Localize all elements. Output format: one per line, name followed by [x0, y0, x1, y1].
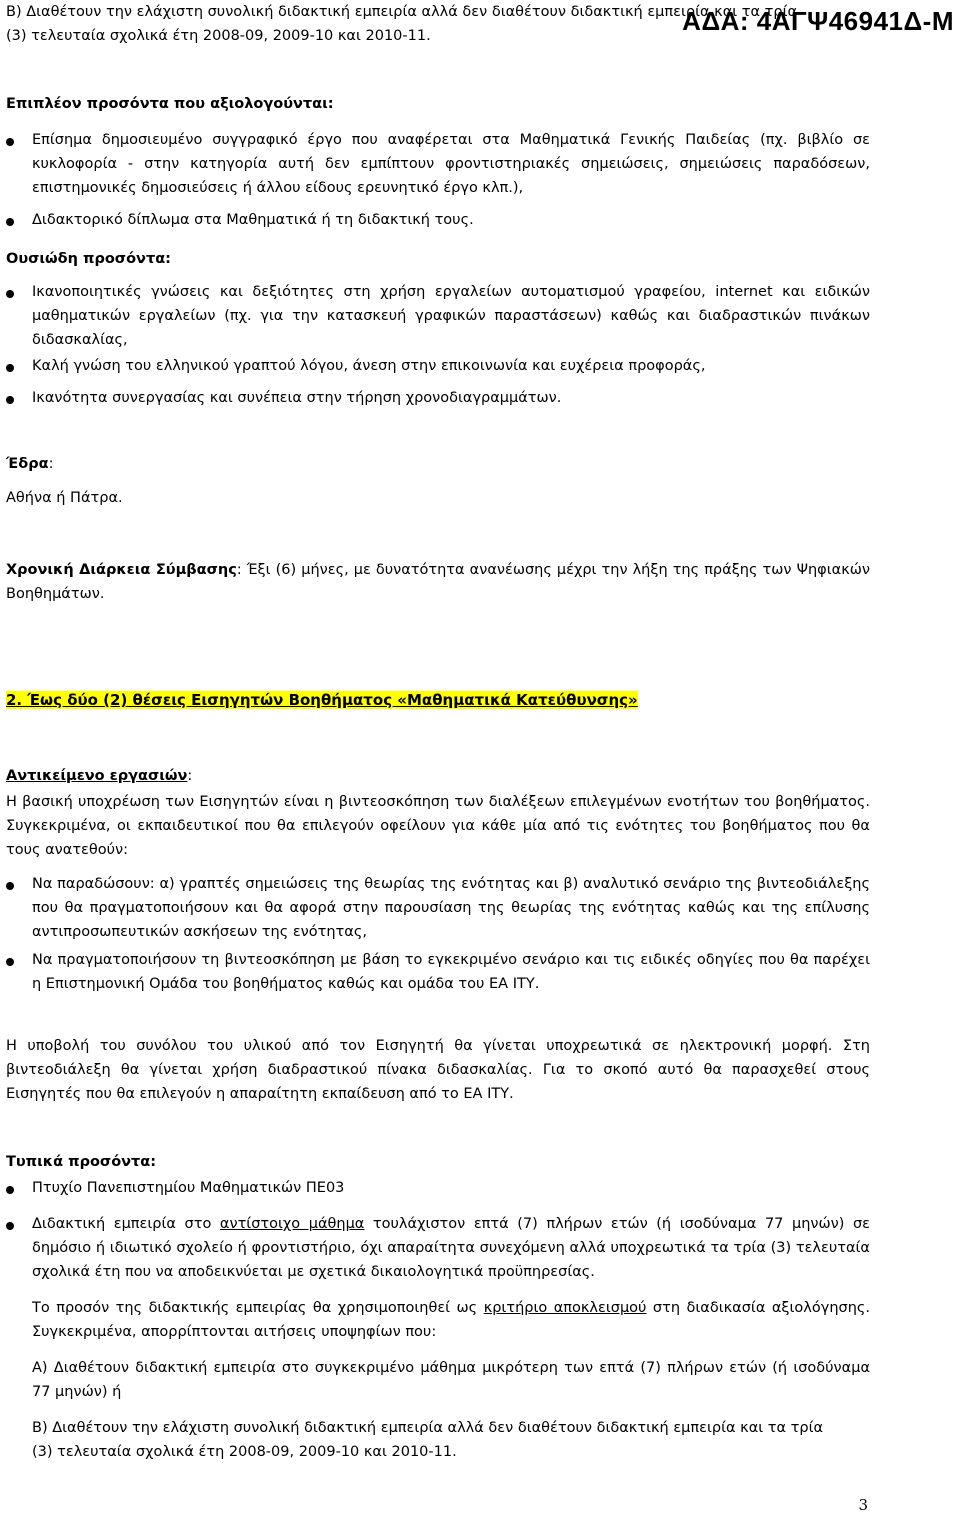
essential-heading: Ουσιώδη προσόντα:	[6, 251, 171, 267]
bullet-icon	[6, 958, 14, 966]
bullet-icon	[6, 396, 14, 404]
page-number: 3	[858, 1496, 868, 1514]
essential-item-2: Καλή γνώση του ελληνικού γραπτού λόγου, άνεση στην επικοινωνία και ευχέρεια προφοράς,	[32, 358, 706, 374]
formal-heading: Τυπικά προσόντα:	[6, 1154, 157, 1170]
duration-label: Χρονική Διάρκεια Σύμβασης	[6, 562, 237, 578]
additional-item-2: Διδακτορικό δίπλωμα στα Μαθηματικά ή τη διδακτική τους.	[32, 212, 474, 228]
subject-item-1: Να παραδώσουν: α) γραπτές σημειώσεις της θεωρίας της ενότητας και β) αναλυτικό σενάριο της βιντεοδιάλεξης που θα πραγματοποιήσουν και θα αφορά στην παρουσίαση της θεωρίας της ενότητας καθώς και της επίλυσης αντιπροσωπευτικών ασκήσεων της ενότητας,	[32, 876, 870, 940]
subject-colon: :	[187, 768, 193, 784]
seat-label: Έδρα	[6, 456, 49, 472]
subject-label: Αντικείμενο εργασιών	[6, 768, 188, 784]
top-line-1: Β) Διαθέτουν την ελάχιστη συνολική διδακτική εμπειρία αλλά δεν διαθέτουν διδακτική εμπειρία και τα τρία	[6, 4, 798, 20]
bullet-icon	[6, 138, 14, 146]
subject-heading	[6, 764, 870, 788]
subject-item-2: Να πραγματοποιήσουν τη βιντεοσκόπηση με βάση το εγκεκριμένο σενάριο και τις ειδικές οδηγίες που θα παρέχει η Επιστημονική Ομάδα του βοηθήματος καθώς και ομάδα του ΕΑ ΙΤΥ.	[32, 952, 870, 992]
bullet-icon	[6, 290, 14, 298]
formal-item-2-part-b: τουλάχιστον επτά (7) πλήρων ετών (ή ισοδύναμα 77 μηνών) σε δημόσιο ή ιδιωτικό σχολείο ή φροντιστήριο, όχι απαραίτητα συνεχόμενη αλλά υποχρεωτικά τα τρία (3) τελευταία σχολικά έτη που να αποδεικνύεται με σχετικά δικαιολογητικά προϋπηρεσίας.	[32, 1216, 870, 1280]
formal-item-2-part-a: Διδακτική εμπειρία στο	[32, 1216, 220, 1232]
ada-code: ΑΔΑ: 4ΑΓΨ46941Δ-Μ	[682, 6, 954, 36]
reject-b-line-2: (3) τελευταία σχολικά έτη 2008-09, 2009-10 και 2010-11.	[32, 1444, 457, 1460]
criterion-part-a: Το προσόν της διδακτικής εμπειρίας θα χρησιμοποιηθεί ως	[32, 1300, 484, 1316]
essential-item-3: Ικανότητα συνεργασίας και συνέπεια στην τήρηση χρονοδιαγραμμάτων.	[32, 390, 562, 406]
additional-item-1: Επίσημα δημοσιευμένο συγγραφικό έργο που αναφέρεται στα Μαθηματικά Γενικής Παιδείας (πχ. βιβλίο σε κυκλοφορία - στην κατηγορία αυτή δεν εμπίπτουν φροντιστηριακές σημειώσεις, σημειώσεις παραδόσεων, επιστημονικές δημοσιεύσεις ή άλλου είδους ερευνητικό έργο κλπ.),	[32, 132, 870, 196]
seat-line	[6, 452, 870, 476]
subject-text: Η βασική υποχρέωση των Εισηγητών είναι η βιντεοσκόπηση των διαλέξεων επιλεγμένων ενοτήτων του βοηθήματος. Συγκεκριμένα, οι εκπαιδευτικοί που θα επιλεγούν οφείλουν για κάθε μία από τις ενότητες του βοηθήματος που θα τους ανατεθούν:	[6, 794, 870, 858]
formal-item-2-underlined: αντίστοιχο μάθημα	[219, 1216, 365, 1232]
seat-colon: :	[48, 456, 54, 472]
formal-item-1: Πτυχίο Πανεπιστημίου Μαθηματικών ΠΕ03	[32, 1180, 345, 1196]
bullet-icon	[6, 882, 14, 890]
section-2-title	[6, 688, 870, 713]
reject-b-line-1: Β) Διαθέτουν την ελάχιστη συνολική διδακτική εμπειρία αλλά δεν διαθέτουν διδακτική εμπειρία και τα τρία	[32, 1420, 824, 1436]
duration-paragraph	[6, 558, 870, 606]
criterion-paragraph	[32, 1296, 870, 1344]
bullet-icon	[6, 1186, 14, 1194]
bullet-icon	[6, 364, 14, 372]
additional-heading: Επιπλέον προσόντα που αξιολογούνται:	[6, 96, 334, 112]
duration-text: : Έξι (6) μήνες, με δυνατότητα ανανέωσης μέχρι την λήξη της πράξης των Ψηφιακών Βοηθημάτων.	[6, 562, 870, 602]
formal-item-2	[32, 1212, 870, 1284]
bullet-icon	[6, 218, 14, 226]
section-2-title-text: 2. Έως δύο (2) θέσεις Εισηγητών Βοηθήματος «Μαθηματικά Κατεύθυνσης»	[6, 691, 638, 709]
reject-a: Α) Διαθέτουν διδακτική εμπειρία στο συγκεκριμένο μάθημα μικρότερη των επτά (7) πλήρων ετών (ή ισοδύναμα 77 μηνών) ή	[32, 1360, 870, 1400]
top-line-2: (3) τελευταία σχολικά έτη 2008-09, 2009-10 και 2010-11.	[6, 28, 431, 44]
subject-closing: Η υποβολή του συνόλου του υλικού από τον Εισηγητή θα γίνεται υποχρεωτικά σε ηλεκτρονική μορφή. Στη βιντεοδιάλεξη θα γίνεται χρήση διαδραστικού πίνακα διδασκαλίας. Για το σκοπό αυτό θα παρασχεθεί στους Εισηγητές που θα επιλεγούν η απαραίτητη εκπαίδευση από το ΕΑ ΙΤΥ.	[6, 1038, 870, 1102]
bullet-icon	[6, 1222, 14, 1230]
criterion-part-b: στη διαδικασία αξιολόγησης. Συγκεκριμένα, απορρίπτονται αιτήσεις υποψηφίων που:	[32, 1300, 871, 1340]
seat-value: Αθήνα ή Πάτρα.	[6, 490, 123, 506]
criterion-underlined: κριτήριο αποκλεισμού	[483, 1300, 647, 1316]
essential-item-1: Ικανοποιητικές γνώσεις και δεξιότητες στη χρήση εργαλείων αυτοματισμού γραφείου, internet και ειδικών μαθηματικών εργαλείων (πχ. για την κατασκευή γραφικών παραστάσεων) καθώς και διαδραστικών πινάκων διδασκαλίας,	[32, 284, 870, 348]
